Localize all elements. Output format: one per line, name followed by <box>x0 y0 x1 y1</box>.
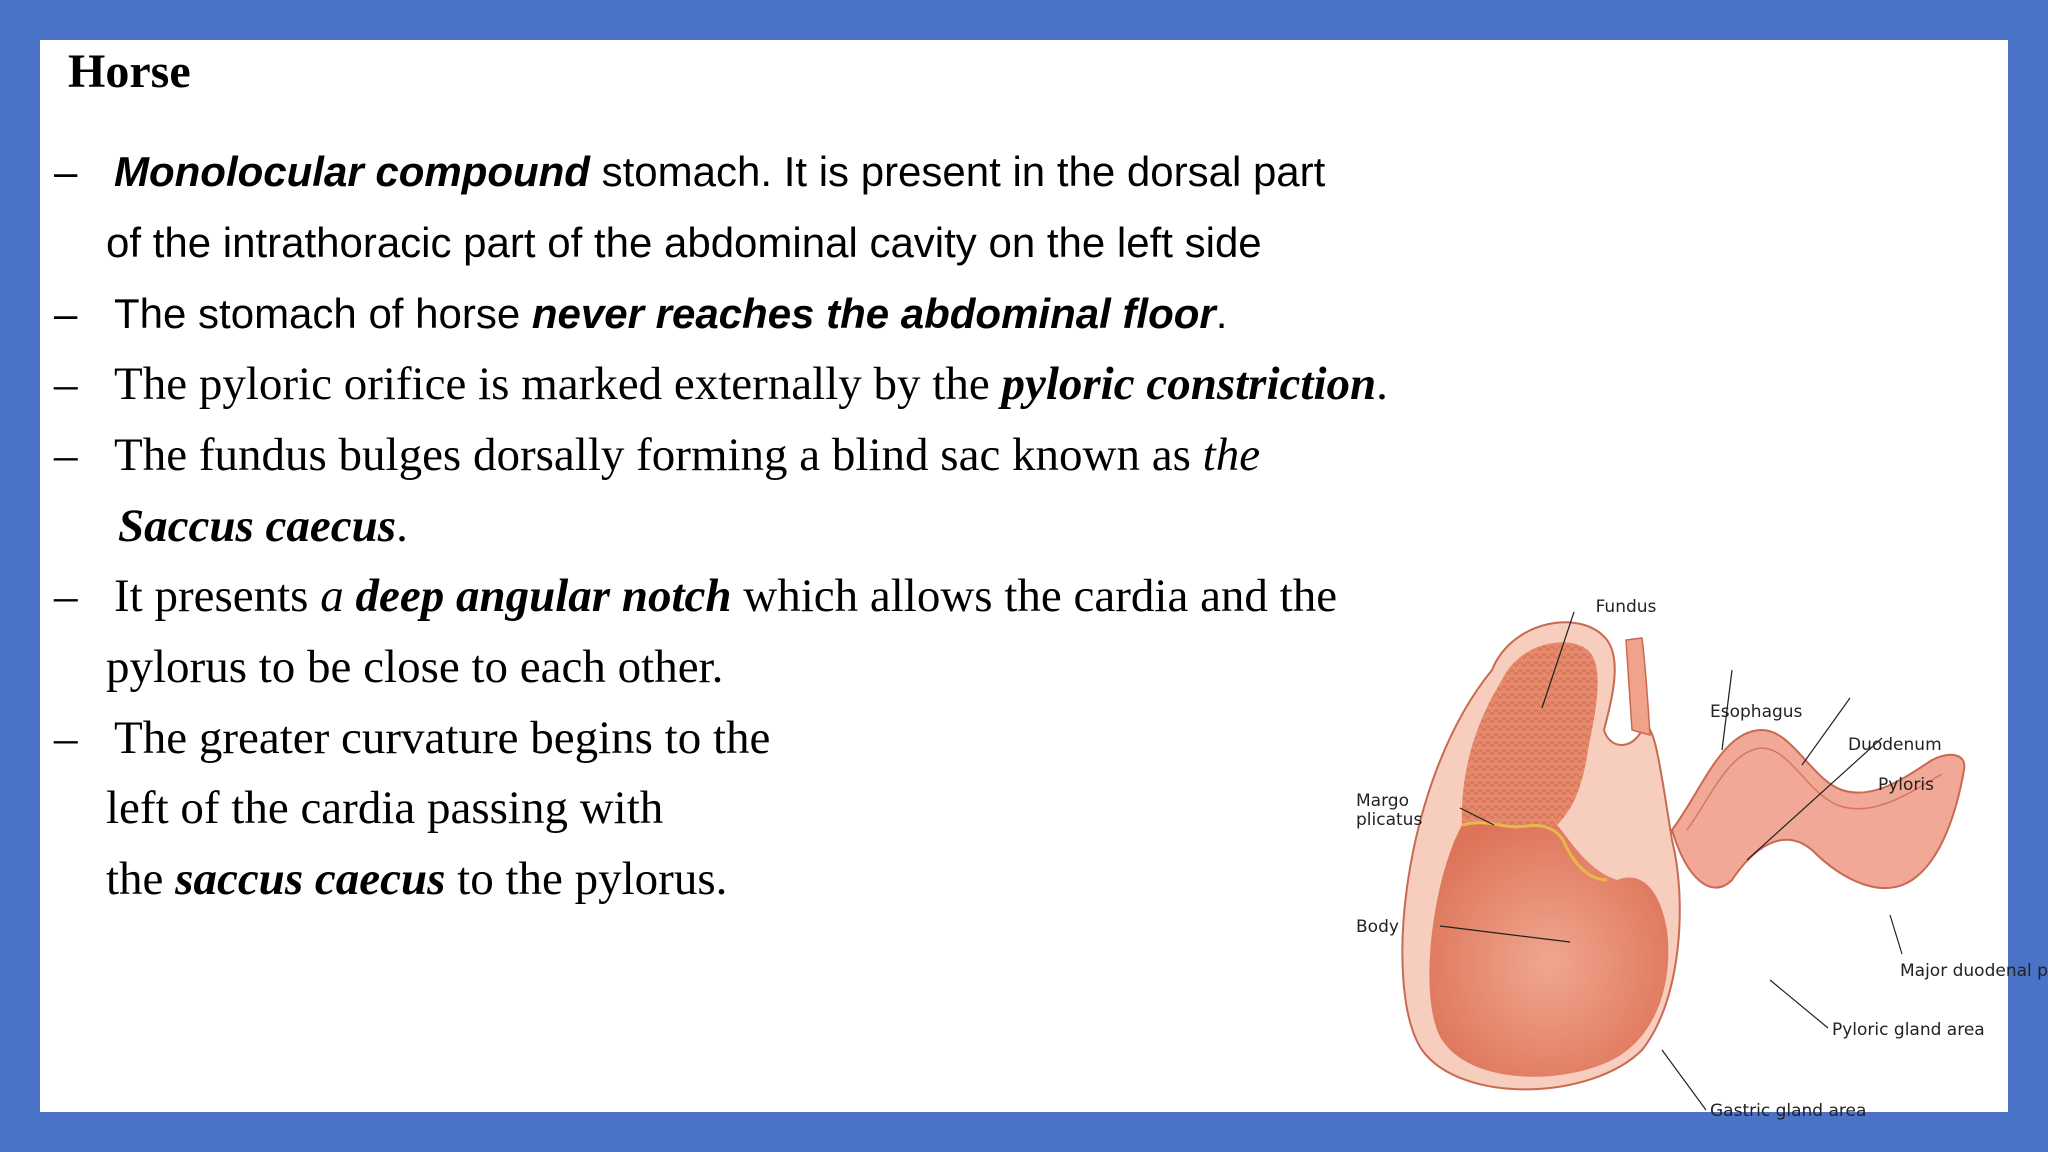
bullet-dash: – <box>54 148 78 195</box>
bullet-6-text-pre: the <box>106 853 176 905</box>
bullet-3-period: . <box>1376 358 1388 410</box>
bullet-5-space <box>344 570 356 622</box>
label-esophagus: Esophagus <box>1710 702 1803 722</box>
label-fundus: Fundus <box>1595 597 1657 617</box>
bullet-4-period: . <box>396 500 408 552</box>
bullet-3-emphasis: pyloric constriction <box>1001 358 1377 410</box>
bullet-5-cont-text: pylorus to be close to each other. <box>106 641 724 693</box>
bullet-6-emphasis: saccus caecus <box>175 853 446 905</box>
label-pyloris: Pyloris <box>1878 775 1935 795</box>
label-duodenum: Duodenum <box>1848 735 1942 755</box>
bullet-dash: – <box>54 429 78 481</box>
bullet-4-emphasis: Saccus caecus <box>118 500 397 552</box>
bullet-5-text-end: which allows the cardia and the <box>731 570 1338 622</box>
bullet-dash: – <box>54 290 78 337</box>
bullet-3-text: The pyloric orifice is marked externally by the <box>114 358 1002 410</box>
bullet-6-cont-text: left of the cardia passing with <box>106 782 664 834</box>
bullet-6-text: The greater curvature begins to the <box>114 712 771 764</box>
bullet-5-emphasis: deep angular notch <box>355 570 732 622</box>
label-margo-1: Margo <box>1356 791 1409 811</box>
bullet-1-text: stomach. It is present in the dorsal part <box>589 148 1326 195</box>
bullet-1-cont-text: of the intrathoracic part of the abdominal cavity on the left side <box>106 219 1262 266</box>
stomach-anatomy-figure <box>1342 580 2048 1121</box>
bullet-dash: – <box>54 712 78 764</box>
label-gastric-gland: Gastric gland area <box>1710 1101 1867 1121</box>
label-margo-2: plicatus <box>1356 810 1423 830</box>
bullet-2-period: . <box>1215 290 1228 337</box>
bullet-4-text: The fundus bulges dorsally forming a blind sac known as <box>114 429 1203 481</box>
label-pyloric-gland: Pyloric gland area <box>1832 1020 1985 1040</box>
slide <box>40 40 2048 1121</box>
bullet-2-text: The stomach of horse <box>114 290 532 337</box>
label-major-duodenal: Major duodenal p <box>1900 961 2048 981</box>
bullet-6-text-end: to the pylorus. <box>445 853 728 905</box>
bullet-1-emphasis: Monolocular compound <box>114 148 590 195</box>
bullet-4-italic: the <box>1202 429 1261 481</box>
stomach-illustration <box>1342 580 2048 1121</box>
label-body: Body <box>1356 917 1399 937</box>
slide-title: Horse <box>68 45 191 98</box>
bullet-dash: – <box>54 570 78 622</box>
esophagus <box>1626 638 1650 735</box>
bullet-5-text: It presents <box>114 570 321 622</box>
bullet-2-emphasis: never reaches the abdominal floor <box>531 290 1216 337</box>
bullet-dash: – <box>54 358 78 410</box>
bullet-5-italic: a <box>320 570 344 622</box>
